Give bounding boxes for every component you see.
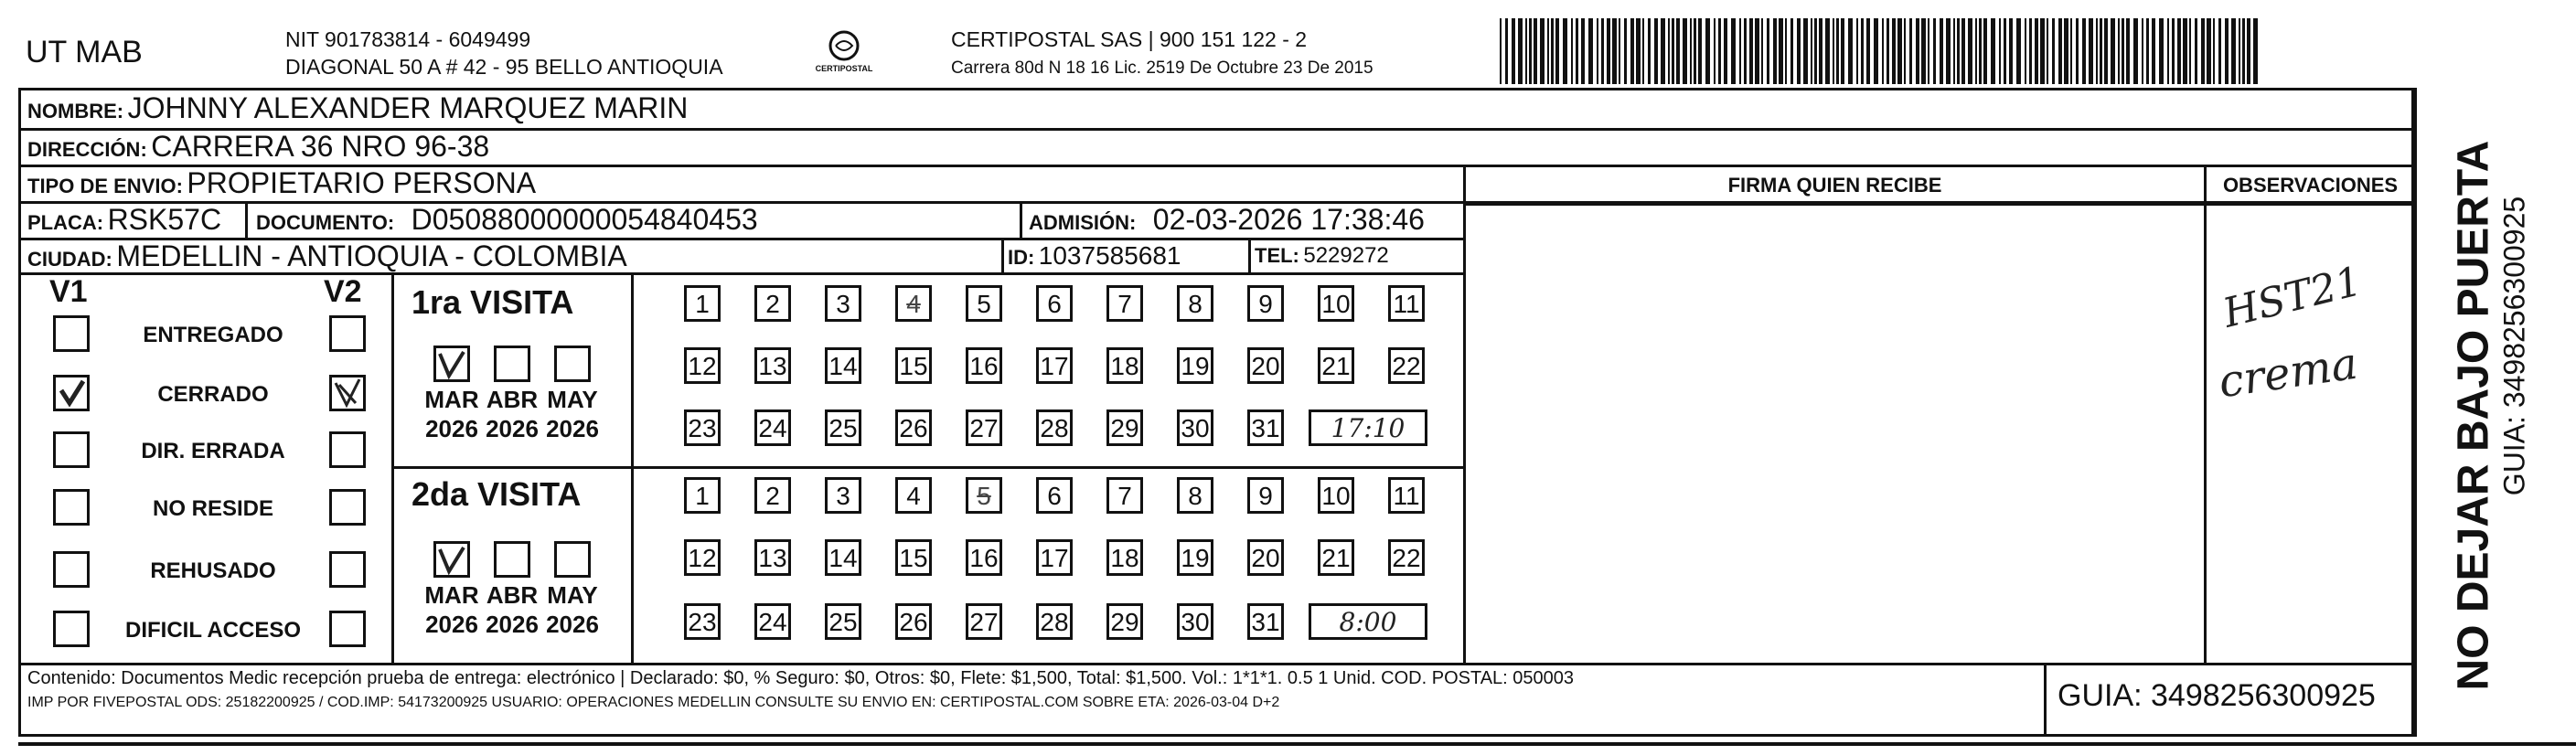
month-label: ABR: [486, 581, 539, 609]
day-box[interactable]: 7: [1106, 285, 1143, 322]
v2-checkbox[interactable]: [329, 315, 366, 352]
day-box[interactable]: 8: [1177, 285, 1213, 322]
first-visit-title: 1ra VISITA: [412, 283, 574, 321]
month-label: MAR: [424, 581, 479, 609]
barcode-bar: [1773, 18, 1777, 84]
barcode-bar: [2242, 18, 2245, 84]
barcode-bar: [1744, 18, 1747, 84]
day-box[interactable]: 30: [1177, 603, 1213, 640]
v2-checkbox[interactable]: [329, 489, 366, 526]
day-box[interactable]: 12: [684, 347, 721, 384]
barcode-bar: [1731, 18, 1736, 84]
barcode-bar: [1761, 18, 1763, 84]
tel-value: 5229272: [1303, 243, 1389, 268]
day-box[interactable]: 6: [1036, 477, 1073, 514]
option-label: REHUSADO: [150, 558, 276, 583]
barcode-bar: [1983, 18, 1987, 84]
day-box[interactable]: 26: [895, 409, 932, 446]
barcode-bar: [1661, 18, 1665, 84]
day-box[interactable]: 13: [754, 347, 791, 384]
day-box[interactable]: 1: [684, 477, 721, 514]
barcode-bar: [1825, 18, 1830, 84]
observaciones-header: OBSERVACIONES: [2222, 174, 2399, 197]
barcode-bar: [1512, 18, 1515, 84]
barcode-bar: [2082, 18, 2086, 84]
year-label: 2026: [546, 611, 599, 638]
day-box[interactable]: 14: [825, 539, 861, 576]
direccion-value: CARRERA 36 NRO 96-38: [151, 130, 490, 163]
option-label: DIR. ERRADA: [141, 439, 285, 463]
certipostal-logo: [812, 29, 876, 80]
v2-checkbox[interactable]: [329, 611, 366, 647]
day-box[interactable]: 14: [825, 347, 861, 384]
barcode-bar: [2029, 18, 2032, 84]
firma-header: FIRMA QUIEN RECIBE: [1727, 174, 1942, 197]
day-box[interactable]: 19: [1177, 539, 1213, 576]
barcode-bar: [1968, 18, 1972, 84]
observacion-1: HST21: [2218, 258, 2367, 337]
barcode-bar: [1916, 18, 1919, 84]
barcode-bar: [2231, 18, 2236, 84]
documento-value: D05088000000054840453: [411, 203, 758, 236]
barcode-bar: [2122, 18, 2124, 84]
barcode-bar: [1953, 18, 1955, 84]
month-checkbox[interactable]: [494, 346, 530, 382]
barcode-bar: [1654, 18, 1658, 84]
barcode-bar: [2183, 18, 2187, 84]
day-box[interactable]: 18: [1106, 539, 1143, 576]
v1-checkbox[interactable]: [53, 611, 90, 647]
barcode-bar: [1698, 18, 1702, 84]
admision-label: ADMISIÓN:: [1029, 211, 1137, 234]
barcode-bar: [2058, 18, 2062, 84]
v2-checkbox[interactable]: [329, 551, 366, 588]
month-checkbox[interactable]: [433, 346, 470, 382]
month-checkbox[interactable]: [494, 541, 530, 578]
day-box[interactable]: 17: [1036, 347, 1073, 384]
day-box[interactable]: 15: [895, 347, 932, 384]
barcode-bar: [1694, 18, 1696, 84]
barcode-bar: [2172, 18, 2175, 84]
id-value: 1037585681: [1038, 241, 1181, 270]
day-box[interactable]: 3: [825, 285, 861, 322]
barcode-bar: [1933, 18, 1936, 84]
barcode-bar: [2152, 18, 2155, 84]
month-label: MAY: [547, 386, 598, 413]
day-box[interactable]: 25: [825, 409, 861, 446]
visit-time[interactable]: 8:00: [1309, 603, 1427, 640]
barcode-bar: [1619, 18, 1620, 84]
barcode-bar: [2052, 18, 2055, 84]
tipo-value: PROPIETARIO PERSONA: [187, 166, 537, 199]
day-box[interactable]: 2: [754, 477, 791, 514]
v1-checkbox[interactable]: [53, 375, 90, 411]
day-box[interactable]: 31: [1247, 603, 1284, 640]
day-box[interactable]: 22: [1388, 347, 1425, 384]
barcode-bar: [1979, 18, 1982, 84]
barcode-bar: [1551, 18, 1554, 84]
nombre-label: NOMBRE:: [27, 100, 124, 122]
barcode-bar: [1690, 18, 1692, 84]
footer-line-1: Contenido: Documentos Medic recepción prueba de entrega: electrónico | Declarado: $0, % Seguro: $0, Otros: $0, Flete: $1,500, Total: $1,500. Vol.: 1*1*1. 0.5 1 Unid. COD. POSTAL: 050003: [27, 668, 1575, 688]
day-box[interactable]: 29: [1106, 409, 1143, 446]
barcode-bar: [1819, 18, 1822, 84]
day-box[interactable]: 12: [684, 539, 721, 576]
day-box[interactable]: 9: [1247, 285, 1284, 322]
observacion-2: crema: [2215, 337, 2361, 409]
barcode-bar: [1814, 18, 1817, 84]
option-label: NO RESIDE: [152, 496, 274, 521]
company-address: DIAGONAL 50 A # 42 - 95 BELLO ANTIOQUIA: [285, 55, 723, 79]
barcode-bar: [1779, 18, 1783, 84]
barcode-bar: [1856, 18, 1858, 84]
barcode-bar: [2009, 18, 2013, 84]
v1-checkbox[interactable]: [53, 315, 90, 352]
v2-checkbox[interactable]: [329, 375, 366, 411]
day-box[interactable]: 17: [1036, 539, 1073, 576]
barcode-bar: [1642, 18, 1644, 84]
barcode-bar: [1630, 18, 1634, 84]
day-box[interactable]: 11: [1388, 477, 1425, 514]
tel-label: TEL:: [1255, 244, 1299, 267]
day-box[interactable]: 1: [684, 285, 721, 322]
barcode-bar: [1547, 18, 1549, 84]
month-label: MAR: [424, 386, 479, 413]
placa-value: RSK57C: [107, 203, 222, 236]
barcode-bar: [1904, 18, 1906, 84]
barcode-bar: [1811, 18, 1812, 84]
v1-header: V1: [49, 274, 88, 309]
barcode-bar: [2035, 18, 2038, 84]
v1-checkbox[interactable]: [53, 551, 90, 588]
day-box[interactable]: 7: [1106, 477, 1143, 514]
barcode-bar: [1739, 18, 1741, 84]
day-box[interactable]: 19: [1177, 347, 1213, 384]
day-box[interactable]: 5: [966, 477, 1002, 514]
barcode-bar: [2159, 18, 2164, 84]
month-label: ABR: [486, 386, 539, 413]
second-visit-title: 2da VISITA: [412, 475, 582, 513]
day-box[interactable]: 4: [895, 285, 932, 322]
month-checkbox[interactable]: [554, 541, 591, 578]
day-box[interactable]: 8: [1177, 477, 1213, 514]
barcode-bar: [2096, 18, 2098, 84]
barcode-bar: [2142, 18, 2143, 84]
footer-guia: GUIA: 3498256300925: [2058, 678, 2376, 713]
placa-label: PLACA:: [27, 211, 104, 234]
barcode-bar: [1529, 18, 1532, 84]
year-label: 2026: [486, 611, 539, 638]
barcode-bar: [2133, 18, 2138, 84]
year-label: 2026: [546, 415, 599, 442]
day-box[interactable]: 11: [1388, 285, 1425, 322]
barcode-bar: [1848, 18, 1853, 84]
id-label: ID:: [1008, 246, 1035, 269]
barcode-bar: [1874, 18, 1878, 84]
barcode: [1500, 18, 2259, 84]
option-label: ENTREGADO: [143, 323, 283, 347]
day-box[interactable]: 4: [895, 477, 932, 514]
barcode-bar: [1534, 18, 1537, 84]
day-box[interactable]: 16: [966, 347, 1002, 384]
barcode-bar: [1607, 18, 1610, 84]
barcode-bar: [1921, 18, 1926, 84]
barcode-bar: [2253, 18, 2258, 84]
company-name: UT MAB: [26, 35, 143, 69]
barcode-bar: [2239, 18, 2240, 84]
barcode-bar: [1790, 18, 1793, 84]
barcode-bar: [1705, 18, 1710, 84]
barcode-bar: [1892, 18, 1896, 84]
barcode-bar: [1581, 18, 1585, 84]
day-box[interactable]: 2: [754, 285, 791, 322]
barcode-bar: [1500, 18, 1502, 84]
barcode-bar: [2201, 18, 2205, 84]
barcode-bar: [2189, 18, 2191, 84]
barcode-bar: [2218, 18, 2221, 84]
barcode-bar: [1841, 18, 1844, 84]
carrier-name: CERTIPOSTAL SAS | 900 151 122 - 2: [951, 27, 1308, 51]
day-box[interactable]: 24: [754, 409, 791, 446]
barcode-bar: [2064, 18, 2068, 84]
year-label: 2026: [425, 415, 478, 442]
footer-line-2: IMP POR FIVEPOSTAL ODS: 25182200925 / COD.IMP: 54173200925 USUARIO: OPERACIONES MEDELLIN CONSULTE SU ENVIO EN: CERTIPOSTAL.COM SOBRE ETA: 2026-03-04 D+2: [27, 695, 1280, 710]
barcode-bar: [1648, 18, 1651, 84]
barcode-bar: [1882, 18, 1884, 84]
v2-checkbox[interactable]: [329, 431, 366, 468]
barcode-bar: [1797, 18, 1801, 84]
barcode-bar: [1576, 18, 1578, 84]
day-box[interactable]: 20: [1247, 347, 1284, 384]
barcode-bar: [1836, 18, 1839, 84]
barcode-bar: [1946, 18, 1951, 84]
day-box[interactable]: 24: [754, 603, 791, 640]
barcode-bar: [2025, 18, 2026, 84]
barcode-bar: [1909, 18, 1912, 84]
barcode-bar: [2167, 18, 2169, 84]
carrier-address: Carrera 80d N 18 16 Lic. 2519 De Octubre 23 De 2015: [951, 58, 1374, 78]
barcode-bar: [2111, 18, 2115, 84]
day-box[interactable]: 10: [1318, 477, 1354, 514]
v2-header: V2: [324, 274, 362, 309]
day-box[interactable]: 27: [966, 603, 1002, 640]
day-box[interactable]: 23: [684, 409, 721, 446]
barcode-bar: [1940, 18, 1943, 84]
barcode-bar: [1505, 18, 1508, 84]
day-box[interactable]: 22: [1388, 539, 1425, 576]
year-label: 2026: [486, 415, 539, 442]
admision-value: 02-03-2026 17:38:46: [1152, 203, 1425, 236]
barcode-bar: [2004, 18, 2006, 84]
documento-label: DOCUMENTO:: [256, 211, 395, 234]
barcode-bar: [1975, 18, 1977, 84]
ciudad-value: MEDELLIN - ANTIOQUIA - COLOMBIA: [116, 239, 627, 272]
barcode-bar: [1683, 18, 1687, 84]
month-checkbox[interactable]: [554, 346, 591, 382]
barcode-bar: [1928, 18, 1929, 84]
day-box[interactable]: 29: [1106, 603, 1143, 640]
day-box[interactable]: 21: [1318, 539, 1354, 576]
barcode-bar: [1601, 18, 1604, 84]
month-checkbox[interactable]: [433, 541, 470, 578]
barcode-bar: [1668, 18, 1670, 84]
nombre-value: JOHNNY ALEXANDER MARQUEZ MARIN: [127, 91, 689, 124]
barcode-bar: [1724, 18, 1727, 84]
barcode-bar: [1999, 18, 2001, 84]
barcode-bar: [2213, 18, 2215, 84]
barcode-bar: [1540, 18, 1545, 84]
visit-time[interactable]: 17:10: [1309, 409, 1427, 446]
barcode-bar: [1991, 18, 1995, 84]
day-box[interactable]: 13: [754, 539, 791, 576]
barcode-bar: [1866, 18, 1870, 84]
option-label: CERRADO: [157, 382, 269, 407]
direccion-label: DIRECCIÓN:: [27, 138, 147, 161]
day-box[interactable]: 28: [1036, 409, 1073, 446]
barcode-bar: [2126, 18, 2130, 84]
barcode-bar: [1833, 18, 1834, 84]
barcode-bar: [2104, 18, 2108, 84]
barcode-bar: [1749, 18, 1753, 84]
barcode-bar: [1714, 18, 1716, 84]
barcode-bar: [1597, 18, 1598, 84]
tipo-label: TIPO DE ENVIO:: [27, 175, 183, 197]
logo-text: CERTIPOSTAL: [815, 64, 873, 73]
year-label: 2026: [425, 611, 478, 638]
barcode-bar: [2195, 18, 2197, 84]
day-box[interactable]: 28: [1036, 603, 1073, 640]
barcode-bar: [1861, 18, 1864, 84]
barcode-bar: [1785, 18, 1787, 84]
side-no-dejar: NO DEJAR BAJO PUERTA: [2449, 140, 2498, 691]
day-box[interactable]: 27: [966, 409, 1002, 446]
barcode-bar: [2177, 18, 2181, 84]
barcode-bar: [2089, 18, 2093, 84]
day-box[interactable]: 26: [895, 603, 932, 640]
barcode-bar: [1563, 18, 1567, 84]
day-box[interactable]: 5: [966, 285, 1002, 322]
barcode-bar: [1803, 18, 1808, 84]
v1-checkbox[interactable]: [53, 431, 90, 468]
barcode-bar: [2100, 18, 2102, 84]
barcode-bar: [2118, 18, 2120, 84]
barcode-bar: [1961, 18, 1965, 84]
barcode-bar: [1636, 18, 1641, 84]
day-box[interactable]: 30: [1177, 409, 1213, 446]
barcode-bar: [2076, 18, 2079, 84]
barcode-bar: [2047, 18, 2048, 84]
barcode-bar: [1755, 18, 1759, 84]
barcode-bar: [1525, 18, 1527, 84]
barcode-bar: [1767, 18, 1769, 84]
barcode-bar: [2070, 18, 2072, 84]
barcode-bar: [2225, 18, 2229, 84]
barcode-bar: [1718, 18, 1721, 84]
company-nit: NIT 901783814 - 6049499: [285, 27, 531, 51]
barcode-bar: [1555, 18, 1559, 84]
side-guia: GUIA: 3498256300925: [2497, 196, 2531, 496]
day-box[interactable]: 20: [1247, 539, 1284, 576]
barcode-bar: [1887, 18, 1889, 84]
day-box[interactable]: 23: [684, 603, 721, 640]
barcode-bar: [1672, 18, 1674, 84]
v1-checkbox[interactable]: [53, 489, 90, 526]
barcode-bar: [1676, 18, 1680, 84]
day-box[interactable]: 15: [895, 539, 932, 576]
barcode-bar: [2040, 18, 2045, 84]
day-box[interactable]: 16: [966, 539, 1002, 576]
barcode-bar: [1612, 18, 1617, 84]
barcode-bar: [1588, 18, 1593, 84]
barcode-bar: [1518, 18, 1523, 84]
side-text: [2432, 91, 2570, 731]
barcode-bar: [2016, 18, 2021, 84]
month-label: MAY: [547, 581, 598, 609]
option-label: DIFICIL ACCESO: [124, 618, 301, 643]
day-box[interactable]: 25: [825, 603, 861, 640]
day-box[interactable]: 31: [1247, 409, 1284, 446]
day-box[interactable]: 9: [1247, 477, 1284, 514]
day-box[interactable]: 21: [1318, 347, 1354, 384]
day-box[interactable]: 10: [1318, 285, 1354, 322]
barcode-bar: [1897, 18, 1902, 84]
barcode-bar: [1571, 18, 1573, 84]
barcode-bar: [1624, 18, 1627, 84]
barcode-bar: [1957, 18, 1960, 84]
day-box[interactable]: 3: [825, 477, 861, 514]
day-box[interactable]: 18: [1106, 347, 1143, 384]
ciudad-label: CIUDAD:: [27, 248, 112, 271]
barcode-bar: [2247, 18, 2250, 84]
day-box[interactable]: 6: [1036, 285, 1073, 322]
barcode-bar: [2207, 18, 2211, 84]
barcode-bar: [2146, 18, 2149, 84]
